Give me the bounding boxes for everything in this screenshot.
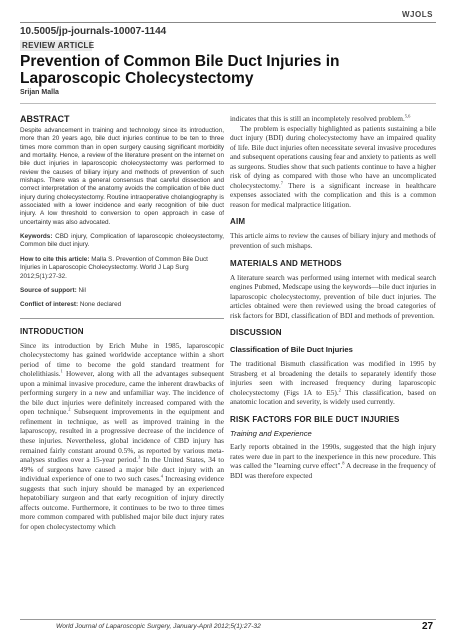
abstract-end-rule	[20, 318, 224, 319]
citation-ref[interactable]: 1	[60, 368, 63, 374]
classification-heading: Classification of Bile Duct Injuries	[230, 345, 353, 355]
classification-text-2: This classification, based on anatomic location and severity, is widely used currently.	[230, 387, 436, 407]
materials-methods-text: A literature search was performed using internet with medical search engines Pubmed, Medscape using the keywords—bile duct injuries in laparoscopic cholecystectomy, prevention of bile duct injuries. The articles obtained were then reviewed using the broad categories of risk factors for BDI, classification of BDI and methods of prevention.	[230, 272, 436, 320]
materials-methods-heading: MATERIALS AND METHODS	[230, 258, 342, 268]
citation-ref[interactable]: 4	[160, 473, 164, 479]
training-text	[230, 442, 436, 480]
aim-text: This article aims to review the causes of biliary injury and methods of prevention of such mishaps.	[230, 231, 436, 251]
training-heading: Training and Experience	[230, 429, 312, 439]
keywords-label: Keywords:	[20, 233, 53, 241]
conflict-text: None declared	[79, 301, 122, 309]
source-label: Source of support:	[20, 286, 77, 294]
intro-continuation	[230, 114, 436, 124]
introduction-heading: INTRODUCTION	[20, 326, 84, 336]
risk-factors-heading: RISK FACTORS FOR BILE DUCT INJURIES	[230, 415, 400, 425]
citation-ref[interactable]: 3	[138, 454, 141, 460]
training-text-1: Early reports obtained in the 1990s, suggested that the high injury rates were due in part to the inexperience in this new procedure. This was called the "learning curve effect".	[230, 442, 436, 471]
footer-rule	[20, 619, 436, 620]
intro-p2-text-1: The problem is especially highlighted as patients sustaining a bile duct injury (BDI) during cholecystectomy have an impaired quality of life. Bile duct injuries often necessitate several invasive procedures and subsequent operations causing fear and anxiety to patients as well as surgeons. Studies show that such patients continue to have a higher risk of dying as compared with those who have an uncomplicated cholecystectomy.	[230, 123, 436, 190]
intro-text-4: In the United States, 34 to 49% of surgeons have caused a major bile duct injury with an individual experience of one to two such cases.	[20, 455, 224, 484]
article-type-label: REVIEW ARTICLE	[22, 41, 95, 50]
how-to-cite	[20, 256, 224, 281]
doi[interactable]: 10.5005/jp-journals-10007-1144	[20, 26, 167, 37]
introduction-paragraph	[20, 341, 224, 532]
training-text-2: A decrease in the frequency of BDI was therefore expected	[230, 461, 436, 480]
keywords	[20, 233, 224, 250]
aim-heading: AIM	[230, 217, 246, 227]
citation-ref[interactable]: 2	[68, 406, 71, 412]
how-to-cite-label: How to cite this article:	[20, 255, 90, 263]
article-title: Prevention of Common Bile Duct Injuries in Laparoscopic Cholecystectomy	[20, 53, 340, 87]
source-of-support	[20, 287, 224, 295]
abstract-heading: ABSTRACT	[20, 114, 70, 124]
abstract-text: Despite advancement in training and technology since its introduction, more than 20 years ago, bile duct injuries continue to be ten to three times more common than in open surgery causing significant morbidity and mortality. Hence, a review of the literature present on the internet on bile duct injuries in laparoscopic cholecystectomy was performed to review the causes of biliary injury and methods of prevention of such mishaps. There was a general consensus that careful dissection and correct interpretation of the anatomy avoids the complication of bile duct injury during cholecystectomy. Routine intraoperative cholangiography is associated with a lower incidence and early recognition of bile duct injury. A low threshold to conversion to open approach in case of uncertainty was also advocated.	[20, 127, 224, 226]
citation-ref[interactable]: 5,6	[404, 113, 411, 119]
source-text: Nil	[78, 286, 86, 294]
keywords-text: CBD injury, Complication of laparoscopic cholecystectomy, Common bile duct injury.	[20, 233, 225, 249]
citation-ref[interactable]: 8	[342, 460, 345, 466]
page-number: 27	[422, 621, 434, 632]
intro-text-1: Since its introduction by Erich Muhe in 1985, laparoscopic cholecystectomy has gained worldwide acceptance within a short period of time to become the gold standard treatment for cholelithiasis.	[20, 340, 224, 379]
intro-paragraph-2	[230, 124, 436, 210]
footer-citation: World Journal of Laparoscopic Surgery, January-April 2012;5(1):27-32	[56, 623, 261, 630]
discussion-heading: DISCUSSION	[230, 328, 282, 338]
author-rule	[20, 103, 436, 104]
conflict-label: Conflict of interest:	[20, 301, 79, 309]
how-to-cite-text: Malla S. Prevention of Common Bile Duct Injuries in Laparoscopic Cholecystectomy. World J Lap Surg 2012;5(1):27-32.	[20, 255, 208, 280]
author-name: Srijan Malla	[20, 89, 59, 96]
conflict-of-interest	[20, 301, 224, 309]
citation-ref[interactable]: 7	[280, 180, 283, 186]
intro-text-5: Increasing evidence suggests that such injury should be managed by an experienced hepatobiliary surgeon and that early recognition of injury directly affects outcome. Furthermore, it continues to be two to three times more common compared with published major bile duct injury rates for open cholecystectomy which	[20, 474, 225, 531]
classification-text	[230, 359, 436, 407]
intro-text-3: Subsequent improvements in the equipment and refinement in technique, as well as improved training in the laparoscopy, resulted in a progressive decrease of the incidence of these injuries. Nevertheless, global incidence of CBD injury has remained fairly constant around 0.5%, as reported by various meta-analyses studies over a 15-year period.	[20, 407, 224, 465]
right-column	[230, 114, 436, 610]
journal-tag: WJOLS	[402, 10, 433, 19]
intro-p2-text-2: There is a significant increase in healthcare expenses associated with the complication and this is a common reason for medical malpractice litigation.	[230, 180, 436, 209]
intro-text-2: However, along with all the advantages subsequent upon a minimal invasive procedure, came the inherent drawbacks of performing surgery in a new and unfamiliar way. The incidence of the bile duct injuries were definitely increased compared with the open technique.	[20, 369, 224, 417]
header-rule	[20, 22, 436, 23]
classification-text-1: The traditional Bismuth classification was modified in 1995 by Strasberg et al broadening the details to separately identify those injuries seen with increased frequency during laparoscopic cholecystectomy (Figs 1A to E5).	[230, 359, 436, 397]
left-column	[20, 112, 224, 612]
citation-ref[interactable]: 2	[338, 387, 341, 393]
intro-cont-text: indicates that this is still an incompletely resolved problem.	[230, 114, 405, 123]
